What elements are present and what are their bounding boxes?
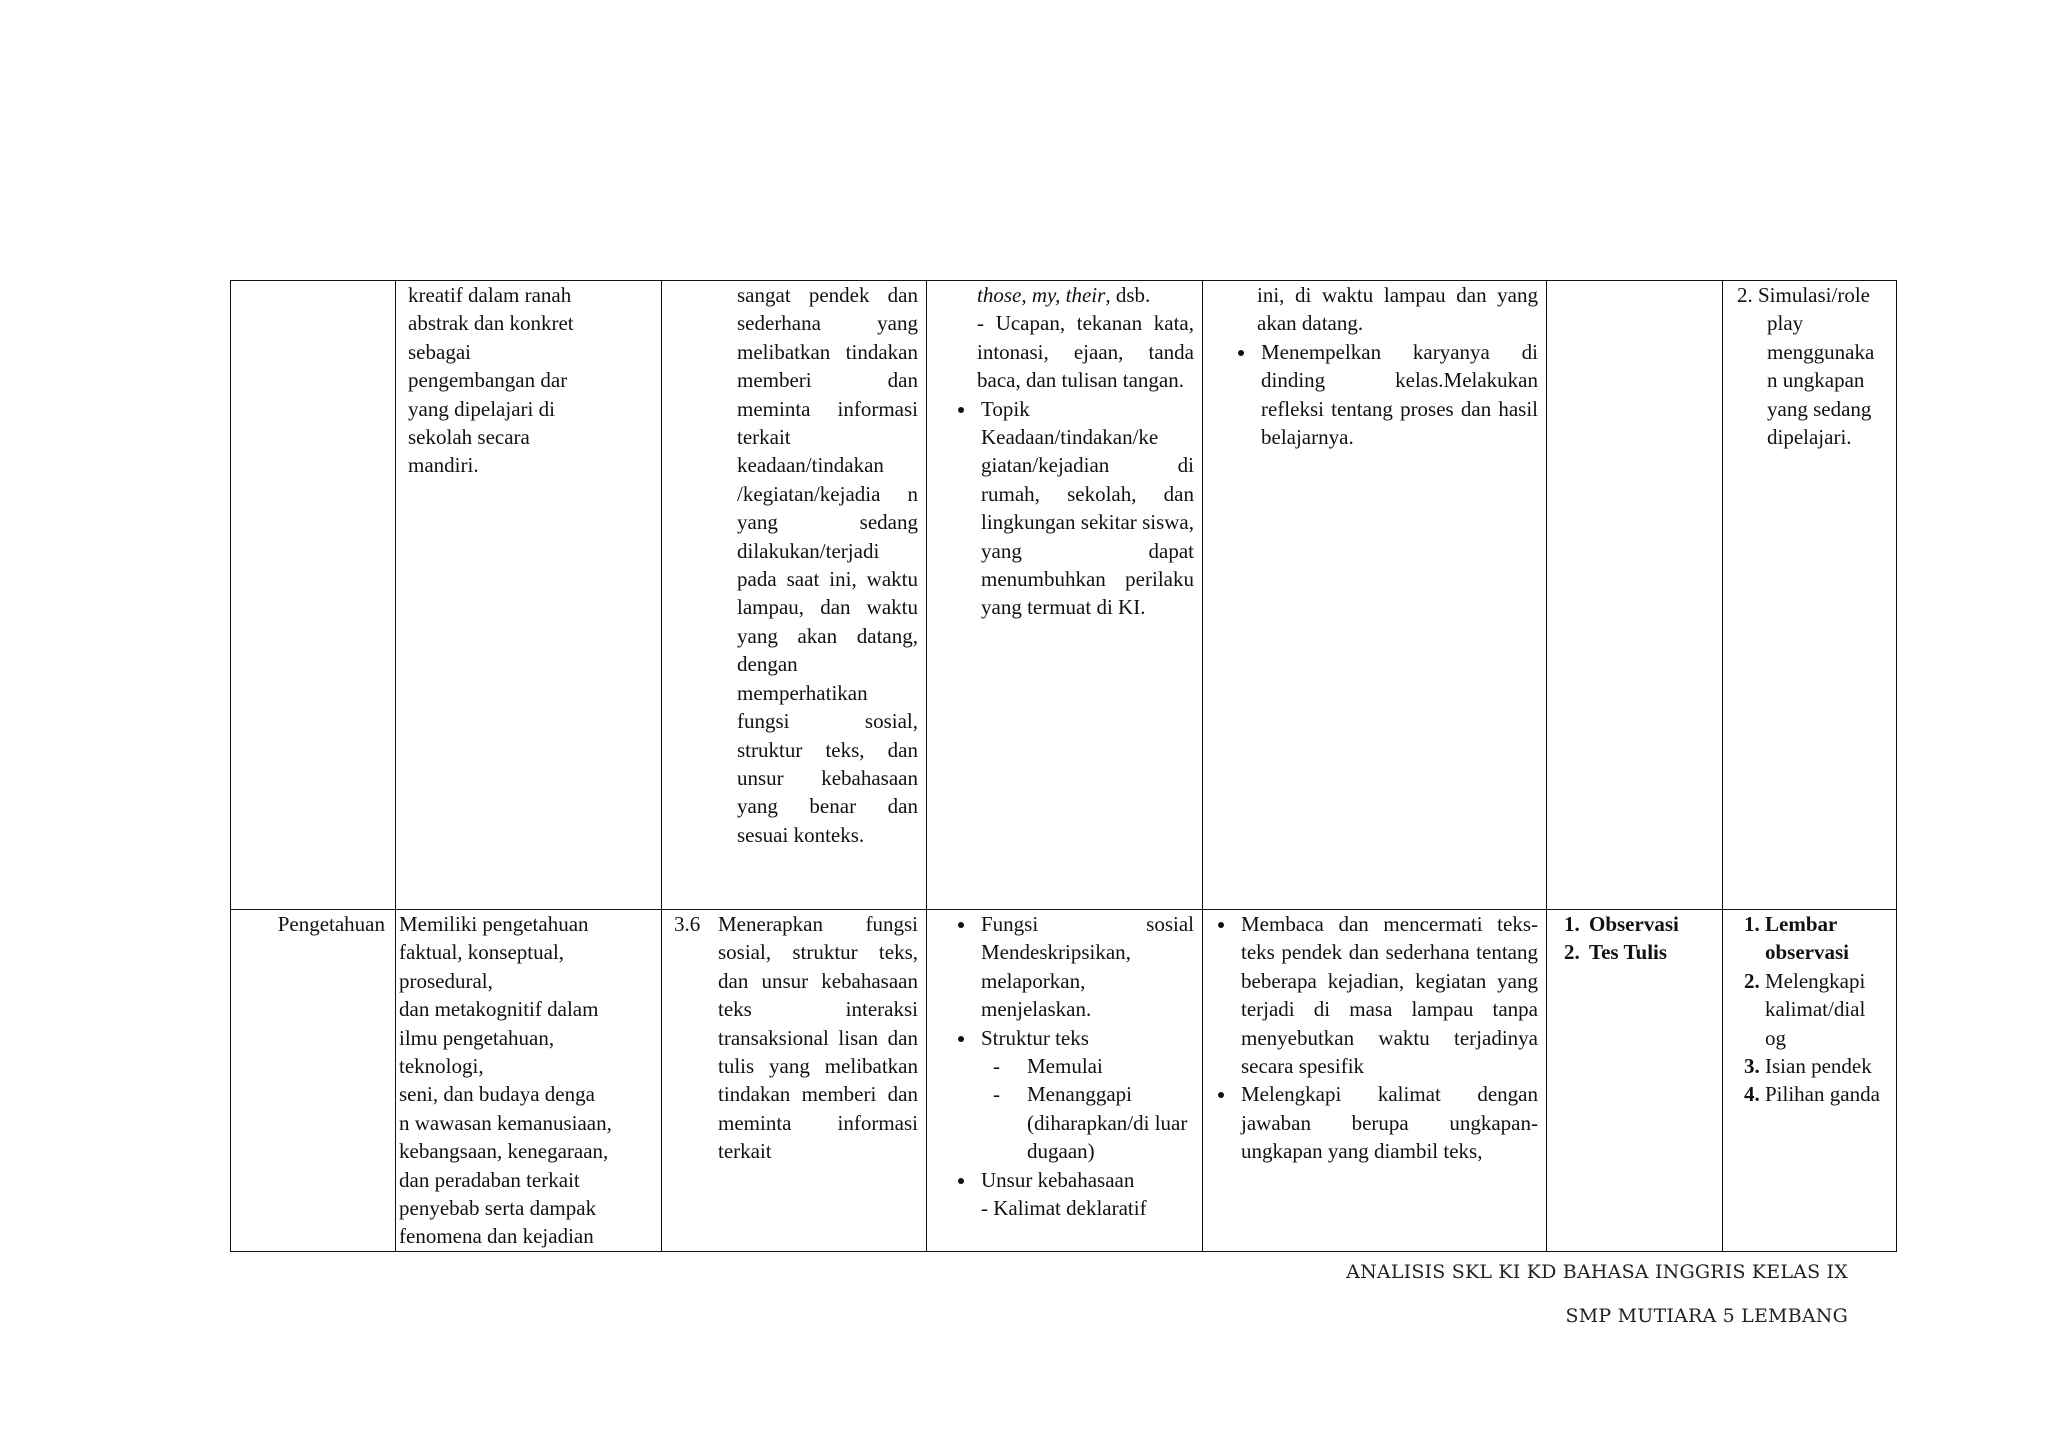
cell-kegiatan-pengetahuan [1203, 910, 1547, 1252]
materi-bullet-list [931, 395, 1194, 622]
ki-line: Memiliki pengetahuan [399, 912, 589, 936]
materi-bullet-list [935, 910, 1194, 1222]
table-row-continuation [231, 281, 1897, 910]
footer-title: ANALISIS SKL KI KD BAHASA INGGRIS KELAS IX [1346, 1261, 1848, 1283]
struktur-label: Struktur teks [981, 1025, 1089, 1050]
kd-text: sangat pendek dan sederhana yang melibatkan tindakan memberi dan meminta informasi terkait keadaan/tindakan /kegiatan/kejadia n yang sedang dilakukan/terjadi pada saat ini, waktu lampau, dan waktu yang akan datang, dengan memperhatikan fungsi sosial, struktur teks, dan unsur kebahasaan yang benar dan sesuai konteks. [737, 283, 918, 847]
list-item: 2. Tes Tulis [1585, 938, 1714, 966]
rpp-analysis-table [230, 280, 1897, 1252]
list-item: 4. Pilihan ganda [1765, 1080, 1888, 1108]
list-item: • Menempelkan karyanya di dinding kelas.Melakukan refleksi tentang proses dan hasil belajarnya. [1257, 338, 1538, 452]
kegiatan-bullet-list [1211, 910, 1538, 1166]
kd-text: Menerapkan fungsi sosial, struktur teks, dan unsur kebahasaan teks interaksi transaksional lisan dan tulis yang melibatkan tindakan memberi dan meminta informasi terkait [718, 912, 918, 1164]
cell-penilaian-continuation [1547, 281, 1723, 910]
cell-kegiatan-continuation [1203, 281, 1547, 910]
ki-line: yang dipelajari di [408, 396, 555, 421]
list-item: - Menanggapi (diharapkan/di luar dugaan) [1023, 1080, 1194, 1165]
list-item [977, 1166, 1194, 1223]
ki-line: sekolah secara [408, 425, 530, 450]
list-item: • Membaca dan mencermati teks-teks pendek dan sederhana tentang beberapa kejadian, kegiatan yang terjadi di masa lampau tanpa menyebutkan waktu terjadinya secara spesifik [1237, 910, 1538, 1080]
ki-line: pengembangan dar [408, 368, 568, 393]
ki-line: abstrak dan konkret [408, 311, 574, 336]
cell-penilaian-pengetahuan [1547, 910, 1723, 1252]
cell-domain [231, 281, 396, 910]
ki-line: kreatif dalam ranah [408, 283, 572, 307]
ki-line: dan peradaban terkait [399, 1167, 580, 1192]
unsur-sub: - Kalimat deklaratif [981, 1196, 1147, 1221]
cell-instrumen-pengetahuan [1723, 910, 1897, 1252]
kegiatan-bullet-list [1211, 338, 1538, 452]
list-item: 1. Observasi [1585, 910, 1714, 938]
materi-lead [977, 281, 1194, 309]
list-item: - Memulai [1023, 1052, 1194, 1080]
list-item [977, 1024, 1194, 1166]
cell-ki-continuation [396, 281, 662, 910]
ki-line: penyebab serta dampak [399, 1196, 597, 1221]
cell-domain-pengetahuan [231, 910, 396, 1252]
instrumen-item: 2. Simulasi/role play menggunaka n ungkapan yang sedang dipelajari. [1737, 283, 1875, 450]
cell-materi-pengetahuan [927, 910, 1203, 1252]
cell-instrumen-continuation [1723, 281, 1897, 910]
penilaian-list [1555, 910, 1714, 967]
ki-line: mandiri. [408, 453, 479, 478]
domain-label: Pengetahuan [277, 912, 385, 936]
footer-school: SMP MUTIARA 5 LEMBANG [1565, 1305, 1848, 1327]
instrumen-list [1731, 910, 1888, 1109]
ki-line: ilmu pengetahuan, [399, 1025, 555, 1050]
list-item: 1. Lembar observasi [1765, 910, 1888, 967]
cell-kd-pengetahuan [662, 910, 927, 1252]
list-item: • Topik Keadaan/tindakan/ke giatan/kejadian di rumah, sekolah, dan lingkungan sekitar siswa, yang dapat menumbuhkan perilaku yang termuat di KI. [977, 395, 1194, 622]
list-item: 3. Isian pendek [1765, 1052, 1888, 1080]
materi-lead-italic: those, my, their [977, 283, 1106, 307]
cell-materi-continuation [927, 281, 1203, 910]
ki-line: prosedural, [399, 968, 493, 993]
ki-line: teknologi, [399, 1054, 484, 1079]
struktur-sub-list [981, 1052, 1194, 1166]
list-item: 2. Melengkapi kalimat/dial og [1765, 967, 1888, 1052]
unsur-label: • Unsur kebahasaan [981, 1167, 1135, 1192]
cell-kd-continuation [662, 281, 927, 910]
list-item: • Melengkapi kalimat dengan jawaban berupa ungkapan-ungkapan yang diambil teks, [1237, 1080, 1538, 1165]
ki-line: seni, dan budaya denga [399, 1082, 595, 1107]
ki-line: kebangsaan, kenegaraan, [399, 1139, 609, 1164]
kegiatan-lead: ini, di waktu lampau dan yang akan datang. [1257, 283, 1538, 336]
ki-line: dan metakognitif dalam [399, 997, 599, 1022]
cell-ki-pengetahuan [396, 910, 662, 1252]
list-item: • Fungsi sosial Mendeskripsikan, melaporkan, menjelaskan. [977, 910, 1194, 1024]
kd-number: 3.6 [674, 912, 701, 936]
ki-line: sebagai [408, 339, 471, 364]
materi-ucapan: - Ucapan, tekanan kata, intonasi, ejaan, tanda baca, dan tulisan tangan. [977, 311, 1194, 393]
ki-line: fenomena dan kejadian [399, 1224, 594, 1249]
ki-line: faktual, konseptual, [399, 940, 565, 965]
ki-line: n wawasan kemanusiaan, [399, 1110, 612, 1135]
kd-item [674, 910, 918, 1166]
table-row-pengetahuan [231, 910, 1897, 1252]
materi-lead-rest: , dsb. [1105, 283, 1151, 307]
